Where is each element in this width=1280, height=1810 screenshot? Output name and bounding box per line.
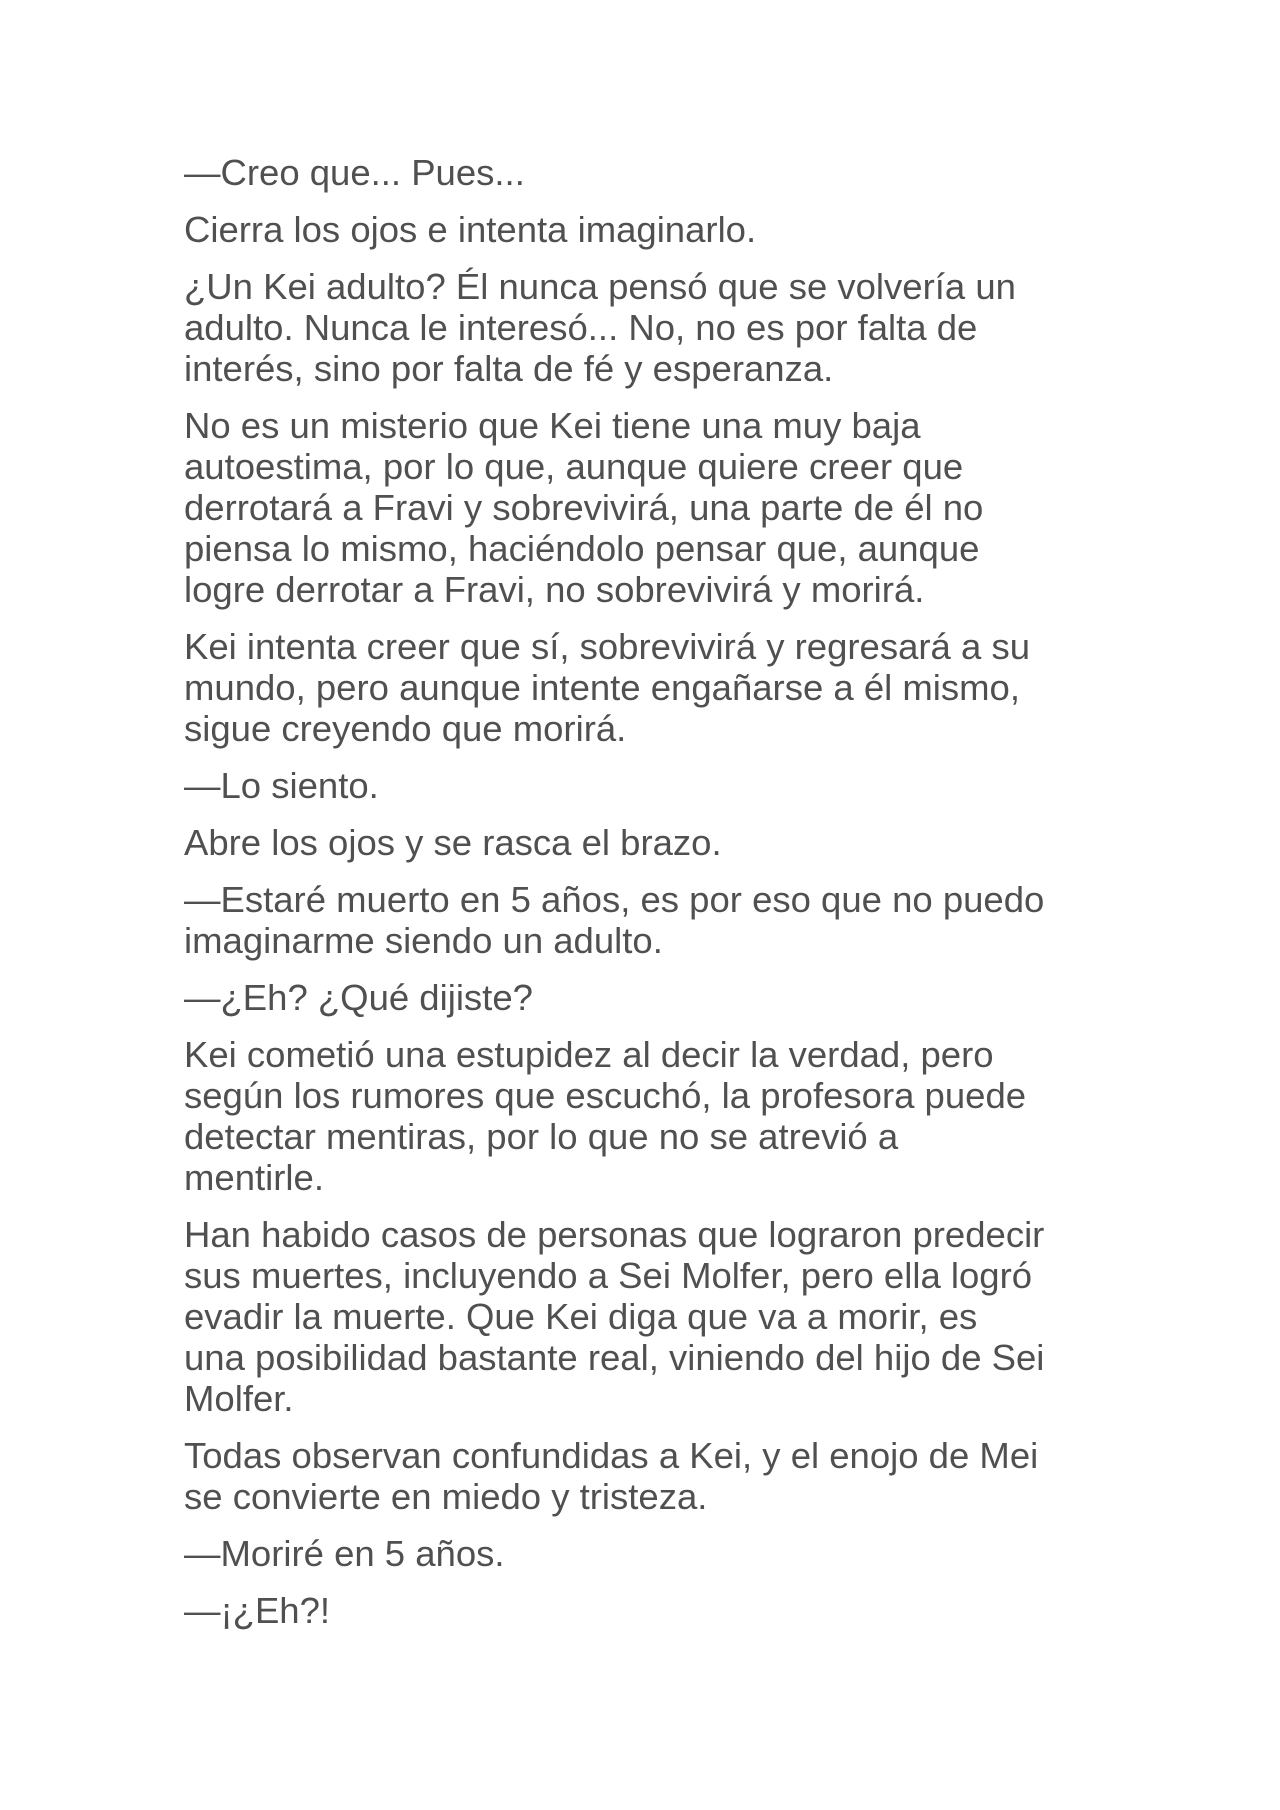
- text-line: logre derrotar a Fravi, no sobrevivirá y morirá.: [184, 569, 925, 610]
- text-line: Abre los ojos y se rasca el brazo.: [184, 822, 722, 863]
- text-line: evadir la muerte. Que Kei diga que va a morir, es: [184, 1296, 978, 1337]
- text-line: Cierra los ojos e intenta imaginarlo.: [184, 209, 757, 250]
- text-line: piensa lo mismo, haciéndolo pensar que, aunque: [184, 528, 980, 569]
- text-line: Todas observan confundidas a Kei, y el enojo de Mei: [184, 1435, 1039, 1476]
- paragraph: [184, 209, 1104, 250]
- text-line: se convierte en miedo y tristeza.: [184, 1476, 708, 1517]
- paragraph: [184, 879, 1104, 961]
- paragraph: [184, 822, 1104, 863]
- paragraph: [184, 765, 1104, 806]
- text-line: imaginarme siendo un adulto.: [184, 920, 663, 961]
- text-line: una posibilidad bastante real, viniendo del hijo de Sei: [184, 1337, 1045, 1378]
- text-line: según los rumores que escuchó, la profesora puede: [184, 1075, 1027, 1116]
- text-line: —Moriré en 5 años.: [184, 1533, 505, 1574]
- text-line: mentirle.: [184, 1157, 324, 1198]
- text-line: Molfer.: [184, 1378, 294, 1419]
- text-line: —Lo siento.: [184, 765, 379, 806]
- text-line: —Estaré muerto en 5 años, es por eso que no puedo: [184, 879, 1045, 920]
- paragraph: [184, 1034, 1104, 1198]
- text-line: —Creo que... Pues...: [184, 152, 525, 193]
- text-line: detectar mentiras, por lo que no se atrevió a: [184, 1116, 899, 1157]
- paragraph: [184, 1590, 1104, 1631]
- text-line: adulto. Nunca le interesó... No, no es por falta de: [184, 307, 978, 348]
- paragraph: [184, 266, 1104, 389]
- text-line: Kei cometió una estupidez al decir la verdad, pero: [184, 1034, 994, 1075]
- text-line: ¿Un Kei adulto? Él nunca pensó que se volvería un: [184, 266, 1016, 307]
- text-line: —¿Eh? ¿Qué dijiste?: [184, 977, 533, 1018]
- paragraph: [184, 152, 1104, 193]
- text-line: —¡¿Eh?!: [184, 1590, 331, 1631]
- text-line: Han habido casos de personas que lograron predecir: [184, 1214, 1045, 1255]
- text-line: No es un misterio que Kei tiene una muy baja: [184, 405, 921, 446]
- document-page: [184, 152, 1104, 1647]
- paragraph: [184, 626, 1104, 749]
- text-line: mundo, pero aunque intente engañarse a él mismo,: [184, 667, 1020, 708]
- paragraph: [184, 1533, 1104, 1574]
- text-line: Kei intenta creer que sí, sobrevivirá y regresará a su: [184, 626, 1030, 667]
- paragraph: [184, 977, 1104, 1018]
- text-line: interés, sino por falta de fé y esperanza.: [184, 348, 834, 389]
- text-line: sigue creyendo que morirá.: [184, 708, 627, 749]
- paragraph: [184, 1214, 1104, 1419]
- text-line: sus muertes, incluyendo a Sei Molfer, pero ella logró: [184, 1255, 1033, 1296]
- paragraph: [184, 405, 1104, 610]
- text-line: derrotará a Fravi y sobrevivirá, una parte de él no: [184, 487, 984, 528]
- text-line: autoestima, por lo que, aunque quiere creer que: [184, 446, 964, 487]
- paragraph: [184, 1435, 1104, 1517]
